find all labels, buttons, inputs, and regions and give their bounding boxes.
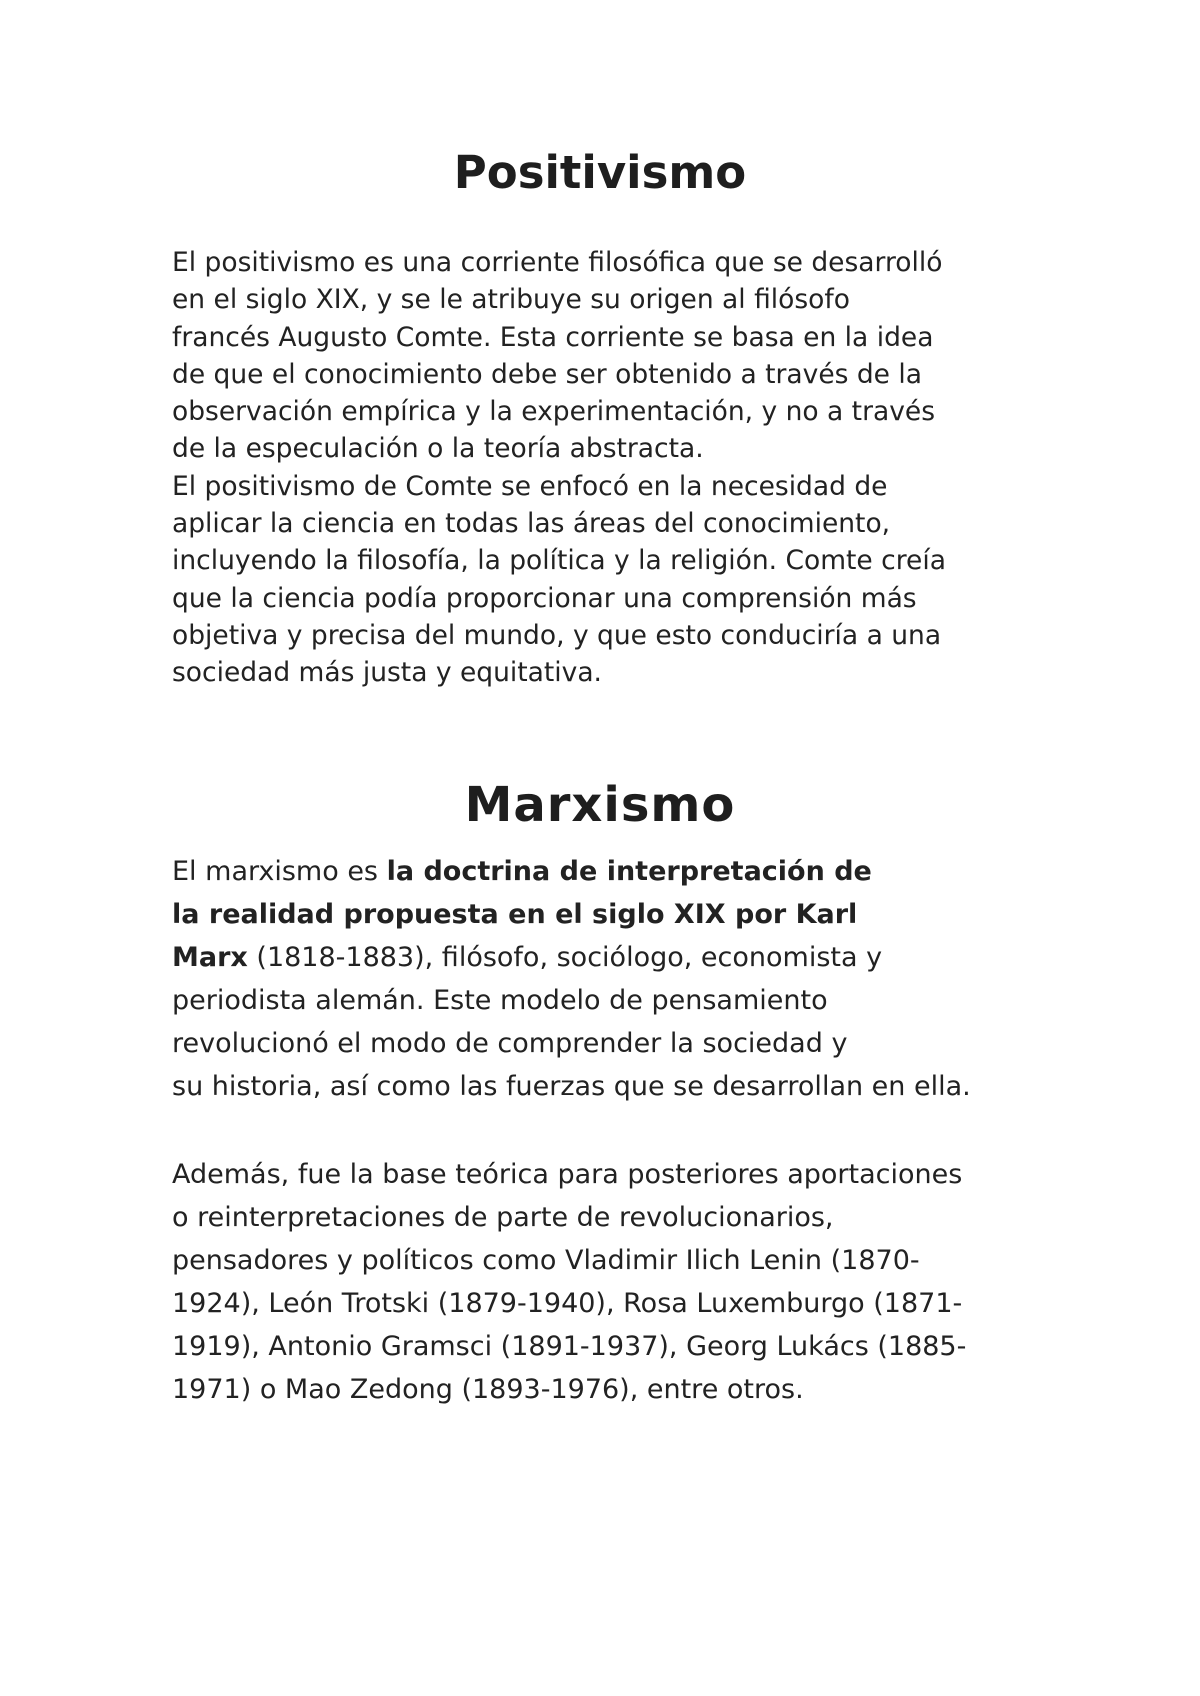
text-line: revolucionó el modo de comprender la sociedad y: [172, 1028, 848, 1059]
text-line: 1919), Antonio Gramsci (1891-1937), Georg Lukács (1885-: [172, 1331, 967, 1362]
text-line: 1971) o Mao Zedong (1893-1976), entre otros.: [172, 1374, 804, 1405]
text-line: o reinterpretaciones de parte de revolucionarios,: [172, 1202, 834, 1233]
text-line: incluyendo la filosofía, la política y la religión. Comte creía: [172, 545, 946, 577]
text-line: 1924), León Trotski (1879-1940), Rosa Luxemburgo (1871-: [172, 1288, 963, 1319]
section-title-marxismo: Marxismo: [464, 777, 736, 833]
marxismo-paragraph-2: [172, 1153, 1072, 1411]
plain-text: El marxismo es: [172, 856, 387, 887]
text-line: [172, 936, 1072, 979]
text-line: que la ciencia podía proporcionar una comprensión más: [172, 582, 917, 614]
text-line: de la especulación o la teoría abstracta.: [172, 433, 704, 465]
text-line: observación empírica y la experimentación, y no a través: [172, 396, 936, 428]
positivismo-paragraph: [172, 244, 1032, 692]
bold-text: la doctrina de interpretación de: [386, 856, 872, 887]
bold-text: Marx: [172, 942, 248, 973]
text-line: su historia, así como las fuerzas que se desarrollan en ella.: [172, 1071, 971, 1102]
bold-text-line: la realidad propuesta en el siglo XIX por Karl: [172, 899, 858, 930]
text-line: [172, 850, 1072, 893]
text-line: francés Augusto Comte. Esta corriente se basa en la idea: [172, 321, 934, 353]
text-line: pensadores y políticos como Vladimir Ilich Lenin (1870-: [172, 1245, 920, 1276]
text-line: sociedad más justa y equitativa.: [172, 657, 602, 689]
text-line: El positivismo es una corriente filosófica que se desarrolló: [172, 247, 943, 278]
text-line: en el siglo XIX, y se le atribuye su origen al filósofo: [172, 284, 850, 316]
text-line: El positivismo de Comte se enfocó en la necesidad de: [172, 470, 888, 502]
text-line: objetiva y precisa del mundo, y que esto conduciría a una: [172, 619, 942, 651]
text-line: de que el conocimiento debe ser obtenido a través de la: [172, 358, 923, 390]
text-line: Además, fue la base teórica para posteriores aportaciones: [172, 1159, 963, 1190]
marxismo-paragraph-1: [172, 850, 1072, 1108]
text-line: aplicar la ciencia en todas las áreas del conocimiento,: [172, 508, 891, 540]
plain-text: (1818-1883), filósofo, sociólogo, economista y: [247, 942, 883, 973]
section-title-positivismo: Positivismo: [453, 146, 747, 199]
text-line: periodista alemán. Este modelo de pensamiento: [172, 985, 828, 1016]
